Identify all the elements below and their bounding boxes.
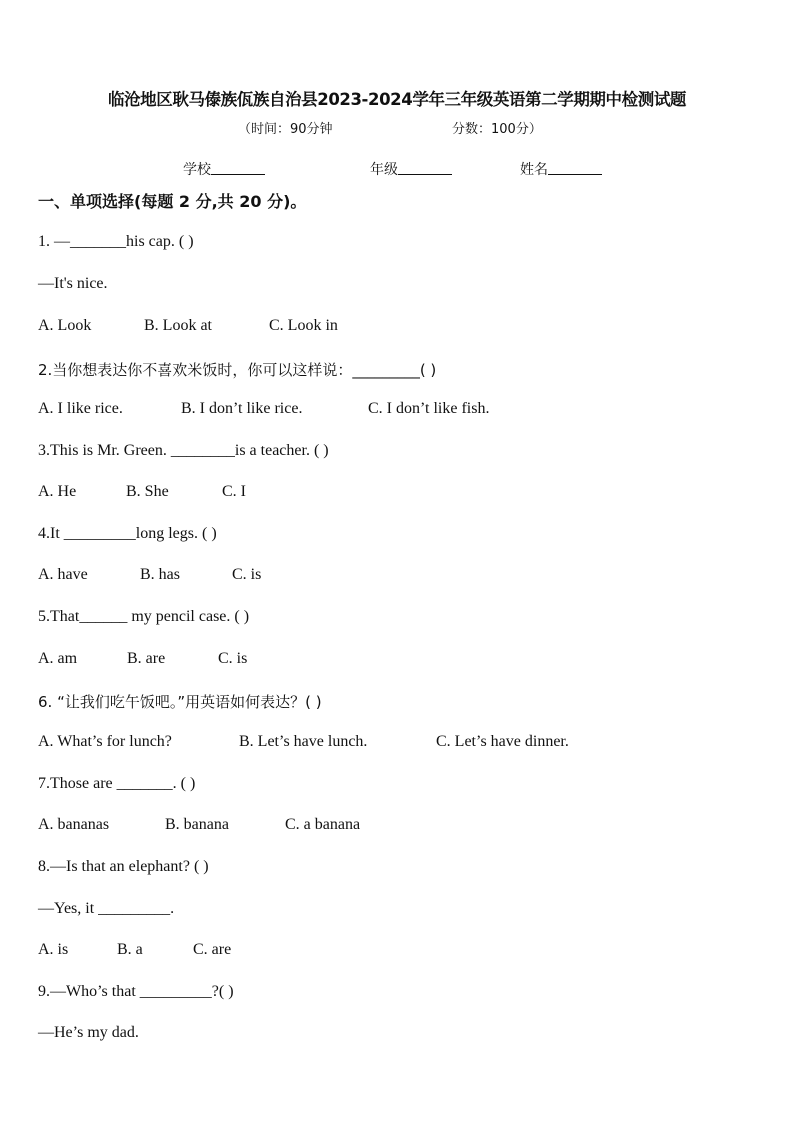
option-c: C. I bbox=[222, 483, 246, 500]
option-c: C. Look in bbox=[269, 317, 338, 334]
question-4-stem: 4.It _________long legs. ( ) bbox=[38, 525, 217, 542]
question-6-stem: 6. “让我们吃午饭吧。”用英语如何表达？( ) bbox=[38, 693, 322, 711]
option-a: A. What’s for lunch? bbox=[38, 733, 172, 750]
exam-score: 分数：100分） bbox=[452, 122, 542, 137]
question-5-stem: 5.That______ my pencil case. ( ) bbox=[38, 608, 250, 625]
question-8-options bbox=[38, 941, 231, 959]
option-b: B. She bbox=[126, 483, 169, 500]
question-1-stem: 1. —_______his cap. ( ) bbox=[38, 233, 194, 250]
option-a: A. Look bbox=[38, 317, 92, 334]
option-a: A. am bbox=[38, 650, 78, 667]
exam-time: （时间：90分钟 bbox=[238, 122, 333, 137]
grade-field bbox=[370, 159, 452, 179]
option-c: C. Let’s have dinner. bbox=[436, 733, 569, 750]
school-field bbox=[183, 159, 265, 179]
name-field bbox=[520, 159, 602, 179]
question-2-options bbox=[38, 400, 489, 418]
question-7-stem: 7.Those are _______. ( ) bbox=[38, 775, 196, 792]
question-3-stem: 3.This is Mr. Green. ________is a teacher. ( ) bbox=[38, 442, 329, 459]
option-b: B. Look at bbox=[144, 317, 212, 334]
question-6-options bbox=[38, 733, 569, 751]
question-5-options bbox=[38, 650, 247, 668]
name-label: 姓名 bbox=[520, 162, 548, 178]
question-9-reply: —He’s my dad. bbox=[38, 1024, 139, 1041]
option-b: B. are bbox=[127, 650, 166, 667]
question-8-reply: —Yes, it _________. bbox=[38, 900, 175, 917]
section-title: 一、单项选择(每题 2 分,共 20 分)。 bbox=[38, 192, 307, 211]
option-c: C. a banana bbox=[285, 816, 361, 833]
question-8-stem: 8.—Is that an elephant? ( ) bbox=[38, 858, 209, 875]
option-a: A. bananas bbox=[38, 816, 110, 833]
exam-title: 临沧地区耿马傣族佤族自治县2023-2024学年三年级英语第二学期期中检测试题 bbox=[107, 90, 687, 109]
school-blank bbox=[211, 160, 265, 175]
option-c: C. are bbox=[193, 941, 232, 958]
option-c: C. is bbox=[218, 650, 248, 667]
option-c: C. I don’t like fish. bbox=[368, 400, 490, 417]
option-a: A. have bbox=[38, 566, 88, 583]
option-b: B. a bbox=[117, 941, 143, 958]
option-b: B. I don’t like rice. bbox=[181, 400, 303, 417]
option-b: B. Let’s have lunch. bbox=[239, 733, 368, 750]
question-7-options bbox=[38, 816, 360, 834]
school-label: 学校 bbox=[183, 162, 211, 178]
question-2-stem: 2.当你想表达你不喜欢米饭时，你可以这样说：_________( ) bbox=[38, 361, 437, 379]
question-1-options bbox=[38, 317, 338, 335]
option-b: B. banana bbox=[165, 816, 229, 833]
question-4-options bbox=[38, 566, 261, 584]
option-b: B. has bbox=[140, 566, 180, 583]
name-blank bbox=[548, 160, 602, 175]
option-a: A. He bbox=[38, 483, 77, 500]
question-3-options bbox=[38, 483, 246, 501]
grade-blank bbox=[398, 160, 452, 175]
option-a: A. is bbox=[38, 941, 69, 958]
grade-label: 年级 bbox=[370, 162, 398, 178]
question-9-stem: 9.—Who’s that _________?( ) bbox=[38, 983, 234, 1000]
option-c: C. is bbox=[232, 566, 262, 583]
option-a: A. I like rice. bbox=[38, 400, 123, 417]
question-1-reply: —It's nice. bbox=[38, 275, 108, 292]
